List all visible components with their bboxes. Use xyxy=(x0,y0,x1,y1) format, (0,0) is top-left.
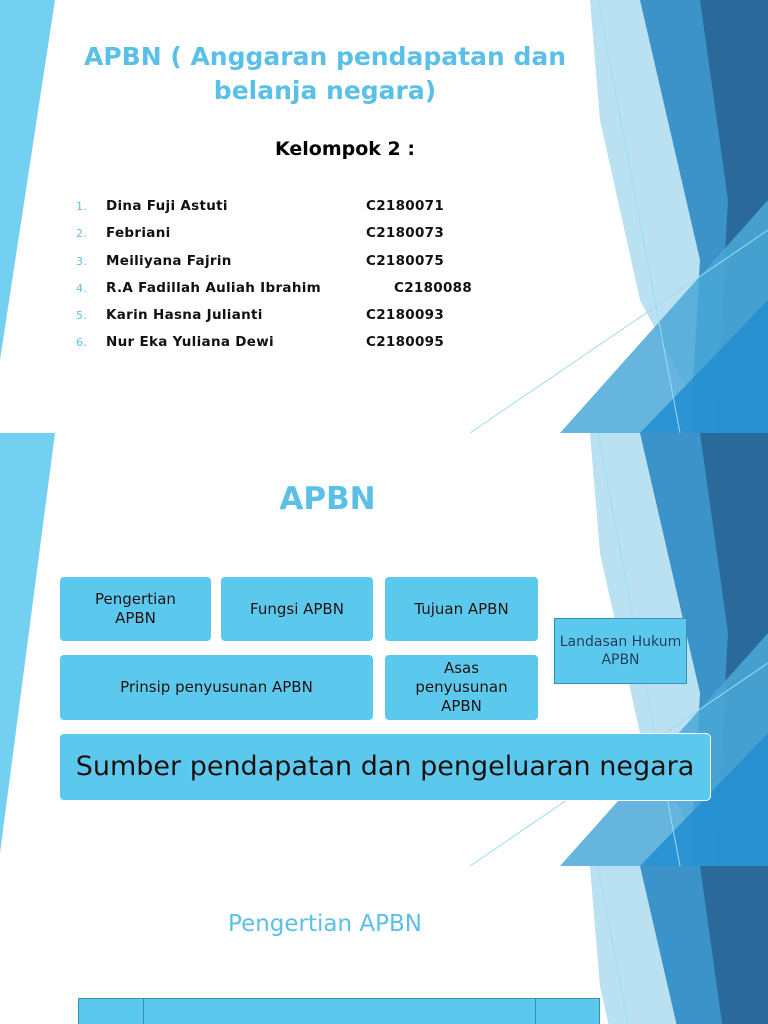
member-id: C2180088 xyxy=(394,279,473,296)
list-number: 5. xyxy=(76,309,88,323)
member-id: C2180075 xyxy=(366,252,445,269)
asas-box[interactable] xyxy=(384,654,539,721)
sumber-box[interactable] xyxy=(59,733,711,801)
member-name: Febriani xyxy=(106,225,171,242)
asas-label: Asas penyusunan APBN xyxy=(415,659,508,715)
definition-table xyxy=(78,998,600,1024)
list-item xyxy=(70,280,550,307)
member-name: Dina Fuji Astuti xyxy=(106,198,228,214)
list-item xyxy=(70,334,550,361)
member-id: C2180093 xyxy=(366,307,445,324)
pengertian-box[interactable] xyxy=(59,576,212,642)
list-number: 6. xyxy=(76,336,88,350)
member-id: C2180071 xyxy=(366,198,445,214)
member-name: Karin Hasna Julianti xyxy=(106,307,263,324)
member-id: C2180095 xyxy=(366,334,445,351)
member-name: Meiliyana Fajrin xyxy=(106,252,232,269)
group-label: Kelompok 2 : xyxy=(275,138,415,160)
landasan-label: Landasan Hukum APBN xyxy=(559,634,682,668)
fungsi-label: Fungsi APBN xyxy=(250,599,344,618)
slide-1 xyxy=(0,0,768,433)
list-number: 3. xyxy=(76,254,88,268)
table-divider xyxy=(143,999,144,1024)
member-name: Nur Eka Yuliana Dewi xyxy=(106,334,274,351)
sumber-label: Sumber pendapatan dan pengeluaran negara xyxy=(75,751,695,782)
list-item xyxy=(70,253,550,280)
member-id: C2180073 xyxy=(366,225,445,242)
table-divider xyxy=(535,999,536,1024)
presentation-title: APBN ( Anggaran pendapatan dan belanja negara) xyxy=(83,42,567,105)
list-item xyxy=(70,198,550,225)
tujuan-label: Tujuan APBN xyxy=(414,599,509,618)
member-name: R.A Fadillah Auliah Ibrahim xyxy=(106,279,322,296)
slide-2 xyxy=(0,433,768,866)
landasan-box[interactable] xyxy=(554,618,687,684)
list-item xyxy=(70,225,550,252)
pengertian-label: Pengertian APBN xyxy=(95,590,176,627)
list-item xyxy=(70,307,550,334)
prinsip-label: Prinsip penyusunan APBN xyxy=(120,678,313,696)
member-list xyxy=(70,198,550,362)
list-number: 4. xyxy=(76,281,88,295)
fungsi-box[interactable] xyxy=(220,576,374,642)
slide-title: Pengertian APBN xyxy=(228,911,422,937)
prinsip-box[interactable] xyxy=(59,654,374,721)
slide-3 xyxy=(0,866,768,1024)
list-number: 2. xyxy=(76,227,88,241)
list-number: 1. xyxy=(76,200,88,213)
slide-title: APBN xyxy=(279,481,376,517)
tujuan-box[interactable] xyxy=(384,576,539,642)
